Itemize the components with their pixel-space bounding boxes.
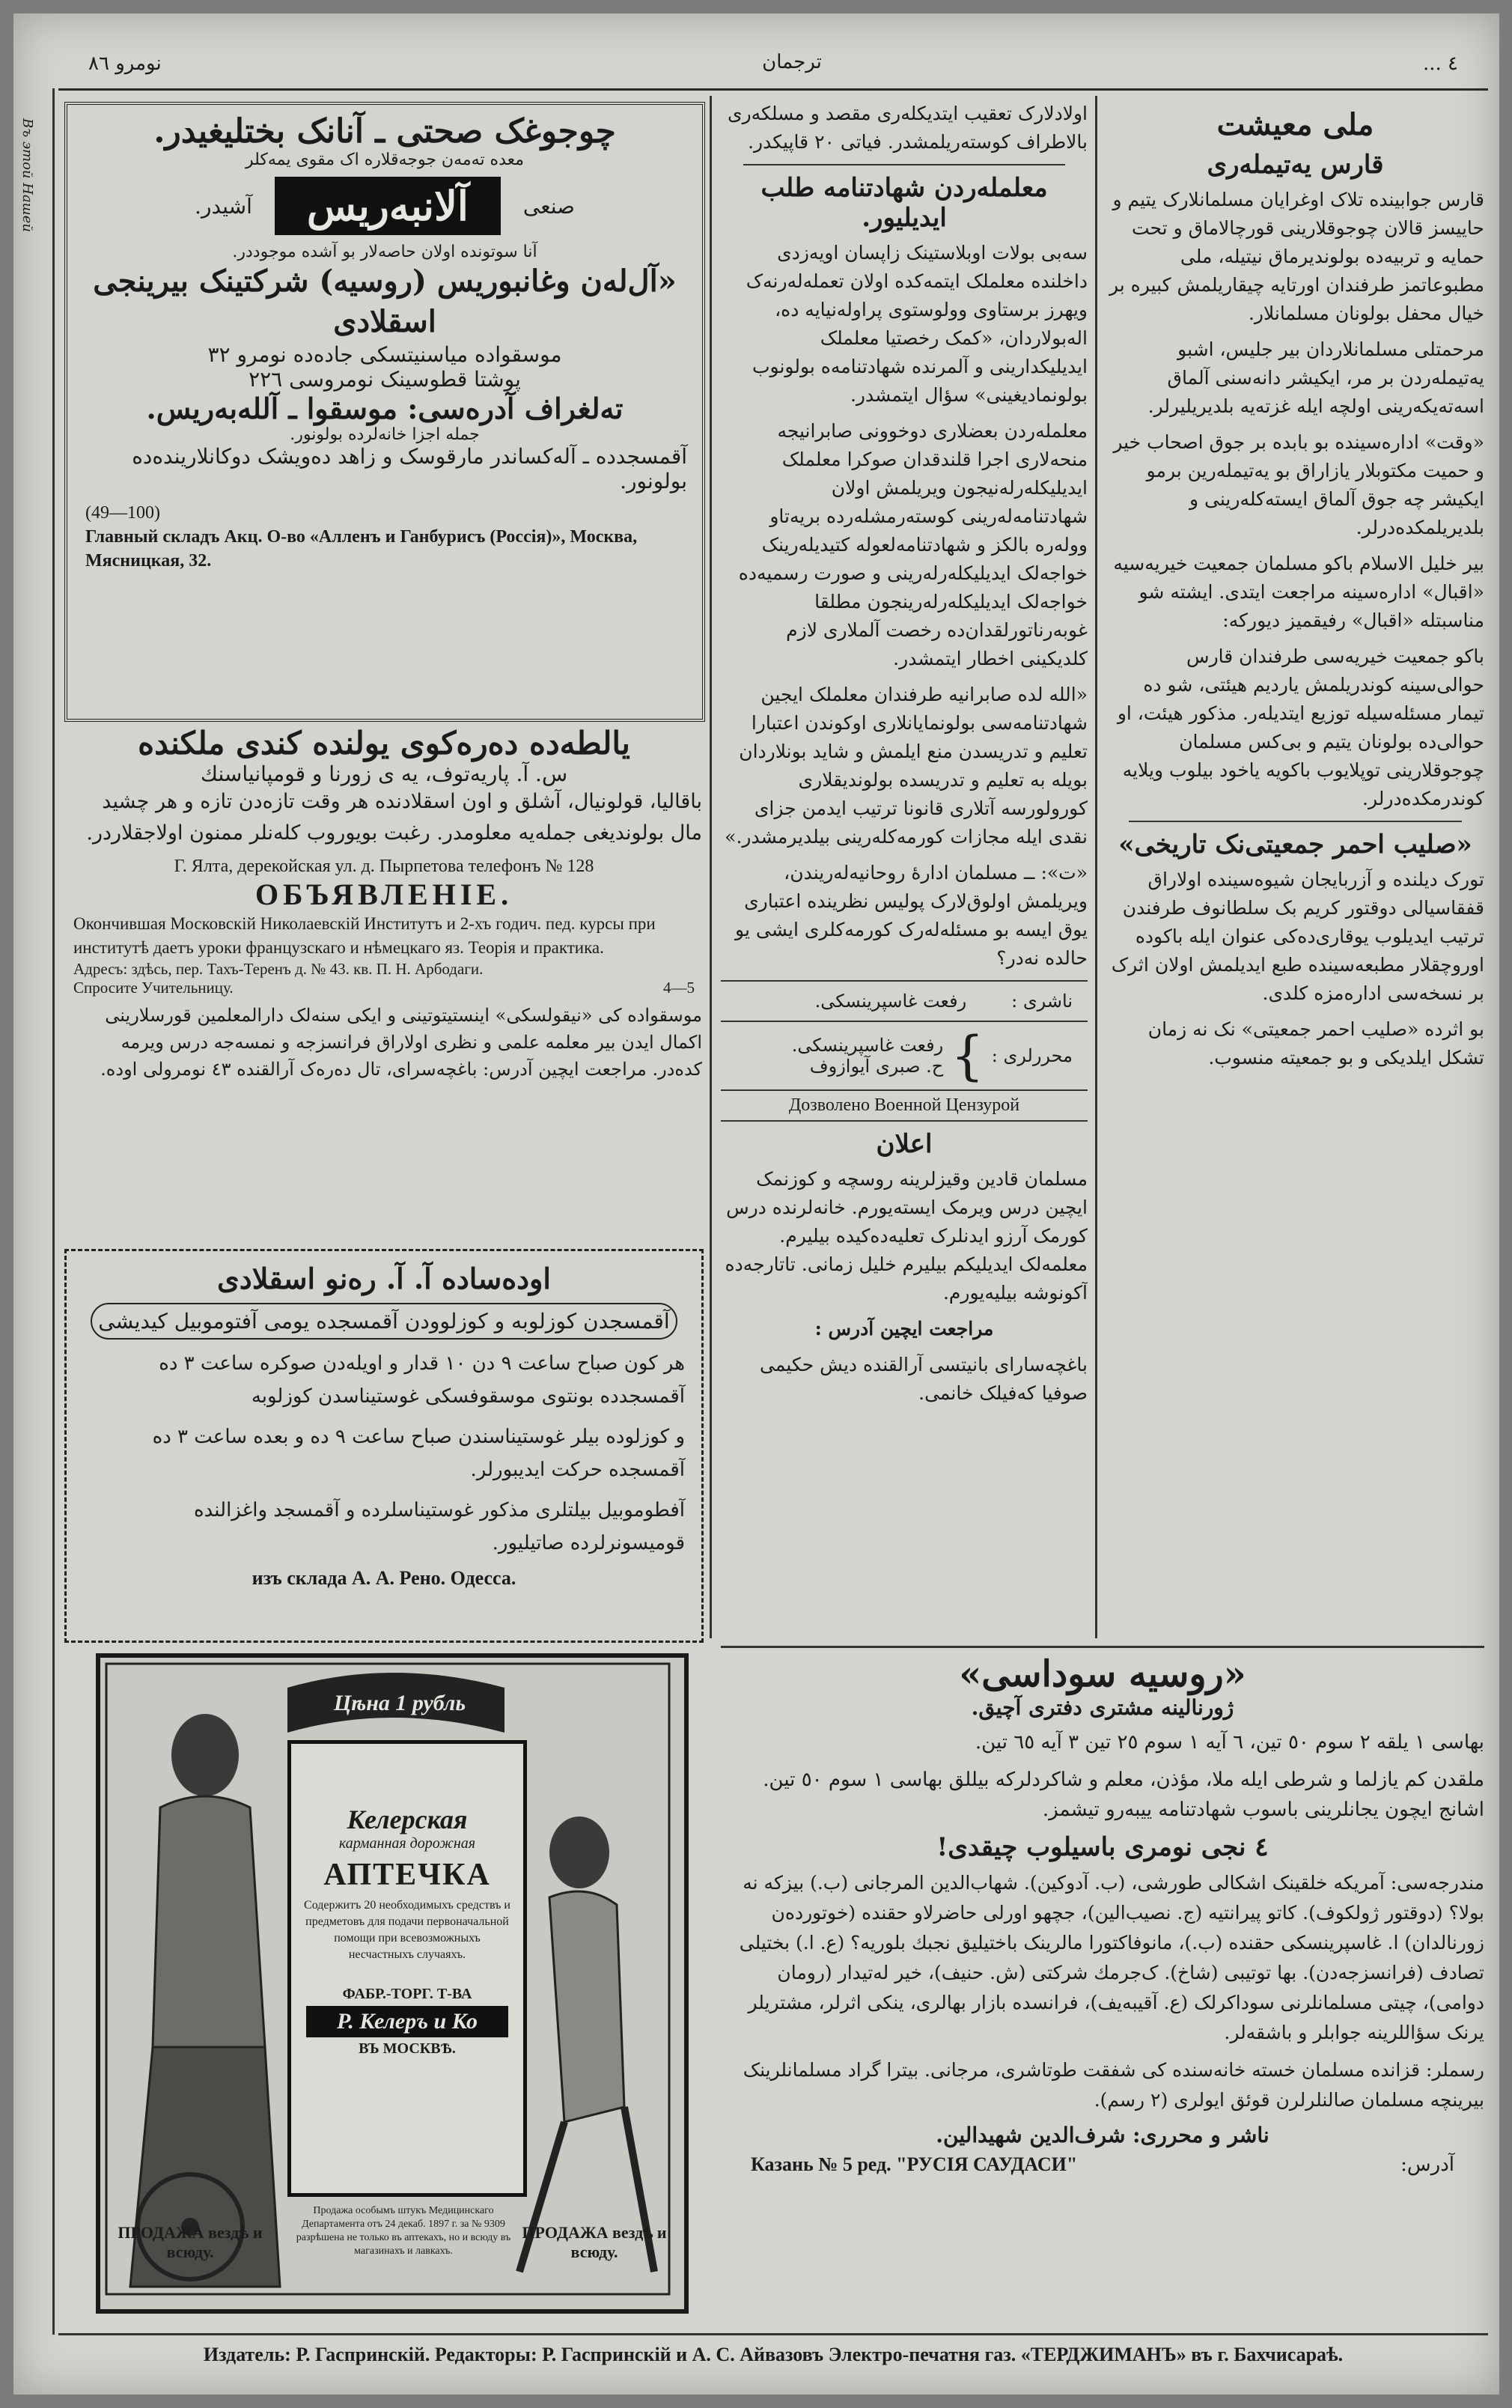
- divider: [743, 164, 1065, 165]
- article-paragraph: معلملەردن بعضلاری دوخوونی صابرانیجه منحه‌لاری اجرا قلندقدان صوکرا معلملک ایدیلیکلەرلەنیجون ویریلمش اولان شهادتنامه‌لەرینی کوستەرمشلەرده بریه‌تاو ووله‌ره بالکز و شهادتنامه‌لعوله کتیدیلەرینک خواجەلک ایدیلیکلەرلەرینی و صورت رسمیه‌ده خواجه‌لک ایدیلیکلەرلەرینجون مطلقا غوبەرناتورلقدان‌ده رخصت آلملاری لازم کلدیکینی اخطار ایتمشدر.: [738, 420, 1088, 669]
- pharmacy-panel: [287, 1740, 527, 2197]
- rs-address-russian: Казань № 5 ред. "РУСІЯ САУДАСИ": [751, 2153, 1078, 2175]
- ad-address: موسقواده میاسنیتسکی جاده‌ده نومرو ٣٢: [207, 342, 562, 367]
- ad-company: «آل‌له‌ن وغانبوریس (روسیه) شرکتینک بیرینجی اسقلادی: [93, 264, 677, 339]
- article-paragraph: سه‌بی بولات اوبلاستینک زاپسان اویه‌زدی داخلندە معلملک ایتمەکدە اولان تعمله‌لەرنەک ویهرز برستاوی وولوستوی پراولەنیایه ده، اله‌بولاردان، «کمک رخصتیا معلملک ایدیلیکدارینی و آلمرنده شهادتنامه‌ه بولونوب بولونمادیغینی» سؤال ایتمشدر.: [746, 242, 1088, 406]
- pharmacy-price: Цѣна 1 рубль: [333, 1691, 466, 1715]
- article-paragraph: تورک دیلنده و آزربایجان شیوه‌سینده اولاراق قفقاسیالی دوقتور کریم بک سلطانوف طرفندن ترتیب ایدیلوب یوقاری‌ده‌کی عنوان ایله باکوده اوروچقلار مطبعه‌سینده طبع ایدیلمش اولان اثرک بر نسخه‌سی اداره‌مزه کلدی.: [1111, 869, 1484, 1004]
- publisher-name: رفعت غاسپرینسکی.: [814, 991, 967, 1012]
- editor-name: رفعت غاسپرینسکی.: [791, 1035, 944, 1056]
- ad-yalta-russian: Г. Ялта, дерекойская ул. д. Пырпетова телефонъ № 128: [174, 857, 594, 876]
- section-title: ملی معیشت: [1216, 107, 1374, 142]
- ad-renault-schedule: هر کون صباح ساعت ٩ دن ١٠ قدار و اویله‌دن صوکره ساعت ٣ ده آقمسجدده بونتوی موسقوفسکی غوستیناسدن کوزلوبه: [159, 1352, 685, 1408]
- pharmacy-sale-left: ПРОДАЖА вездѣ и всюду.: [118, 2223, 263, 2261]
- issue-number: نومرو ٨٦: [88, 52, 162, 75]
- left-column-ads: [66, 725, 702, 1234]
- page-number: ٤ ...: [1422, 52, 1458, 75]
- divider: [1129, 821, 1462, 822]
- middle-column: [721, 100, 1088, 1635]
- ad-logo-right: آشیدر.: [195, 193, 252, 219]
- masthead: [58, 43, 1488, 91]
- subheading-red-crescent: «صلیب احمر جمعیتی‌نک تاریخی»: [1118, 830, 1472, 860]
- ad-logo-row: [82, 177, 687, 235]
- editors-label: محرر‌لری :: [991, 1045, 1073, 1066]
- ad-announcement-text: Окончившая Московскій Николаевскій Институтъ и 2-хъ годич. пед. курсы при институтѣ даетъ уроки французскаго и нѣмецкаго яз. Теорія и практика.: [73, 914, 656, 957]
- ad-yalta-title: یالطه‌ده دەرەکوی یولنده کندی ملکنده: [138, 725, 630, 761]
- pharmacy-maker: Р. Келеръ и Ко: [306, 2006, 508, 2037]
- announcement-address: باغچه‌سارای بانیتسی آرالقنده دیش حکیمی صوفیا کەفیلک خانمی.: [760, 1354, 1088, 1404]
- ad-renault-sub: آقمسجدن کوزلوبه و کوزلوودن آقمسجده یومی آفتوموبیل کیدیشی: [91, 1303, 677, 1340]
- article-paragraph: اولادلارک تعقیب ایتدیکلەری مقصد و مسلکه‌ری بالاطراف کوستەریلمشدر. فیاتی ٢٠ قاپیکدر.: [728, 103, 1088, 153]
- ad-russian-address: Главный складъ Акц. О-во «Алленъ и Ганбурисъ (Россія)», Москва, Мясницкая, 32.: [85, 527, 638, 571]
- rs-issue-heading: ٤ نجی نومری باسیلوب چیقدی!: [936, 1832, 1269, 1862]
- column-rule-left: [710, 96, 712, 1638]
- ad-logo-left: صنعی: [522, 193, 575, 219]
- article-paragraph: «وقت» اداره‌سینده بو بابده بر جوق اصحاب خیر و حمیت مکتوبلار یازاراق بو یه‌تیملەرین برمو ایکیشر چه جوق آلماق ایسته‌کلەرینی و بلدیریلمکده‌درلر.: [1113, 431, 1484, 538]
- rs-address-label: آدرس:: [1400, 2153, 1454, 2176]
- ad-text: جمله اجزا خانەلرده بولونور.: [290, 425, 480, 444]
- ad-ask-teacher: Спросите Учительницу.: [73, 979, 234, 997]
- rs-address: [721, 2147, 1484, 2182]
- ad-announcement-footer: [66, 979, 702, 997]
- pharmacy-city: ВЪ МОСКВѢ.: [359, 2040, 456, 2057]
- subheading-teacher-certificates: معلملەردن شهادتنامه طلب ایدیلیور.: [760, 173, 1048, 233]
- newspaper-title: ترجمان: [762, 51, 822, 73]
- ad-announcement-title: ОБЪЯВЛЕНІЕ.: [254, 878, 513, 911]
- divider: [721, 980, 1088, 982]
- editor-name: ح. صبری آیوازوف: [809, 1056, 944, 1077]
- ad-renault-tickets: آفطوموبیل بیلتلری مذکور غوستیناسلرده و آقمسجد واغزالنده قومیسونرلرده صاتیلیور.: [194, 1499, 685, 1554]
- publisher-line: [721, 986, 1088, 1016]
- announcement-title: اعلان: [876, 1129, 933, 1159]
- divider: [721, 1021, 1088, 1022]
- rs-publisher: ناشر و محرری: شرف‌الدین شهیدالین.: [936, 2123, 1269, 2147]
- pharmacy-description: Содержитъ 20 необходимыхъ средствъ и предметовъ для подачи первоначальной помощи при всевозможныхъ несчастныхъ случаяхъ.: [304, 1899, 510, 1961]
- ad-allenburys: [64, 102, 705, 722]
- ad-number: (49—100): [85, 503, 160, 523]
- pharmacy-note: Продажа особымъ штукъ Медицинскаго Департамента отъ 24 декаб. 1897 г. за № 9309 разрѣшена не только въ аптекахъ, но и всюду въ магазинахъ и лавкахъ.: [296, 2205, 511, 2257]
- rs-title: «روسیه سوداسی»: [959, 1653, 1246, 1695]
- ad-tagline: معده تەمەن جوجه‌قلاره اک مقوی یمەکلر: [245, 150, 525, 169]
- divider: [721, 1120, 1088, 1122]
- ad-text: آنا سوتونده اولان حاصه‌لار بو آشده موجوددر.: [232, 243, 537, 261]
- article-paragraph: «الله لده صابرانیه طرفندان معلملک ایجین شهادتنامه‌سی بولونمایانلاری اوکوندن اعتبارا تعلیم و تدریسدن منع ایلمش و شاید بونلاردان بویله به تعلیم و تدریسده بولوندیقلاری کورولورسه آتلاری قانونا ترتیب ایدمن جزای نقدی ایله مجازات کورمه‌کلەرینی بیلدیرمشدر.»: [725, 684, 1088, 848]
- ad-yalta-sub: س. آ. پاریه‌توف، یه ی زورنا و قومپانیاسنك: [200, 761, 568, 786]
- side-strip-text: Въ этой Нашей: [19, 118, 35, 232]
- ad-text: آقمسجدده ـ آله‌کساندر مارقوسک و زاهد ده‌ویشک دوکانلارینده‌ده بولونور.: [132, 444, 687, 493]
- censor-note: Дозволено Военной Цензурой: [788, 1095, 1020, 1115]
- ad-announcement-arabic: موسقواده کی «نیقولسکی» اینستیتوتینی و ایکی سنه‌لک دارالمعلمین قورسلارینی اکمال ایدن بیر معلمه علمی و نظری اولاراق فرانسزجه و نمسه‌جه درس ویرمه کده‌در. مراجعت ایچین آدرس: باغچه‌سرای، تال ده‌رەک آرالقنده ٤٣ نومرولی اوده.: [100, 1005, 702, 1080]
- article-paragraph: بو اثرده «صلیب احمر جمعیتی» نک نه زمان تشکل ایلدیکی و بو جمعیته منسوب.: [1147, 1018, 1484, 1068]
- ad-renault-russian: изъ склада А. А. Рено. Одесса.: [252, 1567, 516, 1589]
- russia-sudasi-block: [721, 1653, 1484, 2320]
- imprint-footer: Издатель: Р. Гаспринскій. Редакторы: Р. Гаспринскій и А. С. Айвазовъ Электро-печатня газ. «ТЕРДЖИМАНЪ» въ г. Бахчисараѣ.: [203, 2344, 1344, 2365]
- rs-prices-2: ملقدن کم یازلما و شرطی ایله ملا، مؤذن، معلم و شاکردلرکه بیللق بهاسی ١ سوم ٥٠ تین. اشانج ایچون یجانلرینی باسوب شهادتنامه ییبەرو تیشمز.: [763, 1769, 1484, 1821]
- publisher-label: ناشری :: [1011, 991, 1073, 1012]
- rs-contents: مندرجه‌سی: آمریکه خلقینک اشکالی طورشی، (ب. آدوکین). شهاب‌الدین المرجانی (ب.) بیزکه نه بولا؟ (دوقتور ژولکوف). کاتو پیرانتیه (ج. نصیب‌الین)، جچهو اورلی حاضرلاو حقنده (خوتوردەن زورنالدان) ا. غاسپرینسکی حقنده (ب.)، مانوفاکتورا مالرینک باختیلیق نجبك بلوریه؟ (ع. ا.) بختیلی تصادف (فرانسزجه‌دن). بها توتیبی (شاخ). ک‌جرمك شرکتی (ش. حنیف)، خیر له‌تیدار (رومان دوامی)، چیتی مسلمانلرنی سوداکرلک (ع. آقیبەیف)، فرانسده بازار بهالری، ینکی اثرلر، مشتریلر یرنک سؤاللرینه جوابلر و باشقەلر.: [739, 1872, 1484, 2043]
- ad-number: 4—5: [663, 979, 695, 997]
- ad-announcement-address: Адресъ: здѣсь, пер. Тахъ-Теренъ д. № 43. кв. П. Н. Арбодаги.: [73, 960, 484, 978]
- side-strip: [13, 88, 55, 2335]
- brace-glyph: }: [951, 1025, 984, 1086]
- announcement-address-label: مراجعت ایچین آدرس :: [814, 1318, 994, 1340]
- rs-subtitle: ژورنالینه مشتری دفتری آچیق.: [971, 1695, 1234, 1720]
- pharmacy-sale-right: ПРОДАЖА вездѣ и всюду.: [522, 2223, 667, 2261]
- article-paragraph: مرحمتلی مسلمانلاردان بیر جلیس، اشبو یه‌تیملەردن بر مر، ایکیشر دانەسنی آلماق اسه‌تەیکەرینی اولچه ایله غزته‌یه بلدیریلیرلر.: [1147, 338, 1484, 417]
- ad-renault: [64, 1249, 704, 1643]
- ad-postbox: پوشتا قطوسینک نومروسی ٢٢٦: [249, 367, 521, 392]
- divider: [721, 1646, 1484, 1648]
- editors-block: [721, 1027, 1088, 1085]
- article-paragraph: بیر خلیل الاسلام باکو مسلمان جمعیت خیریه‌سیه «اقبال» اداره‌سینه مراجعت ایتدی. ایشته شو مناسبتله «اقبال» رفیقمیز دیورکه:: [1113, 553, 1484, 631]
- article-paragraph: قارس جوابیندە تلاک اوغرایان مسلمانلارک یتیم و حاییسز قالان چوجوقلارینی قورچالاماق و تحت حمایه و تربیه‌ده بولوندیرماق نیتیله، ملی مطبوعاتمز طرفندان اورتایه چیقاریلمش کبیرە بر خیال محفل بولونان مسلمانلار.: [1109, 189, 1484, 324]
- ad-telegraph: تەلغراف آدرەسی: موسقوا ـ آللەبه‌ریس.: [146, 392, 624, 425]
- divider: [721, 1089, 1088, 1091]
- ad-yalta-text: باقالیا، قولونیال، آشلق و اون اسقلادنده هر وقت تازەدن تازه و هر چشید مال بولوندیغی جمله‌یه معلومدر. رغبت بویوروب کلەنلر ممنون اولاجقلاردر.: [86, 790, 702, 845]
- pharmacy-kind: карманная дорожная: [338, 1835, 476, 1852]
- ad-pharmacy-illustration: [96, 1653, 689, 2314]
- footer-rule: [58, 2333, 1488, 2335]
- article-paragraph: «ت»: ــ مسلمان اداره‌ٔ روحانیه‌لەریندن، ویریلمش اولوق‌لارک پولیس نظرینده اعتباری یوق ایسه بو مسئله‌لەرک کورمه‌کلری ایشی یو حالده نەدر؟: [735, 862, 1088, 969]
- column-rule-right: [1095, 96, 1097, 1638]
- ad-renault-title: اوده‌ساده آ. آ. رەنو اسقلادی: [217, 1262, 551, 1295]
- pharmacy-name: АПТЕЧКА: [323, 1858, 491, 1892]
- article-paragraph: باکو جمعیت خیریه‌سی طرفندان قارس حوالی‌سینه کوندریلمش یاردیم هیئتی، شو ده تیمار مسئله‌سیله توزیع ایتدیلەر. مذکور هیئت، او حوالی‌ده بولونان یتیم و بی‌کس مسلمان چوجوقلارینی توپلایوب باکویه یاخود بیلوب ویلایه کوندرمکده‌درلر.: [1117, 645, 1484, 809]
- rs-prices: بهاسی ١ یلقه ٢ سوم ٥٠ تین، ٦ آیه ١ سوم ٢٥ تین ٣ آیه ٦٥ تین.: [975, 1731, 1484, 1754]
- pharmacy-maker-label: ФАБР.-ТОРГ. Т-ВА: [342, 1986, 472, 2002]
- ad-headline: چوجوغک صحتی ـ آنانک بختلیغیدر.: [153, 112, 616, 150]
- announcement-text: مسلمان قادین وقیزلرینه روسچه و کوزنمک ایچین درس ویرمک ایسته‌یورم. خانه‌لرنده درس کورمک آرزو ایدنلرک تعلیه‌ده‌کیده بیلیرم. معلمه‌لک ایدیلیکم بیلیرم خلیل زمانی. تاتارجه‌ده آکونوشه بیلیه‌یورم.: [725, 1168, 1088, 1304]
- allenburys-logo: آلانبه‌ریس: [275, 177, 501, 235]
- subheading-kars-orphans: قارس یه‌تیملەری: [1207, 150, 1384, 180]
- newspaper-page: [13, 13, 1499, 2395]
- rs-illustrations: رسملر: قزانده مسلمان خسته خانه‌سنده کی شفقت طوتاشری، مرجانی. بیترا گراد مسلمانلرینک بیرینچه مسلمان صالنلرلرن قوئق ایولری (٢ رسم).: [743, 2059, 1484, 2111]
- pharmacy-brand: Келерская: [347, 1805, 468, 1834]
- ad-renault-schedule: و کوزلوده بیلر غوستیناسندن صباح ساعت ٩ ده و بعده ساعت ٣ ده آقمسجده حرکت ایدیبورلر.: [152, 1426, 685, 1481]
- right-column: [1106, 100, 1484, 1635]
